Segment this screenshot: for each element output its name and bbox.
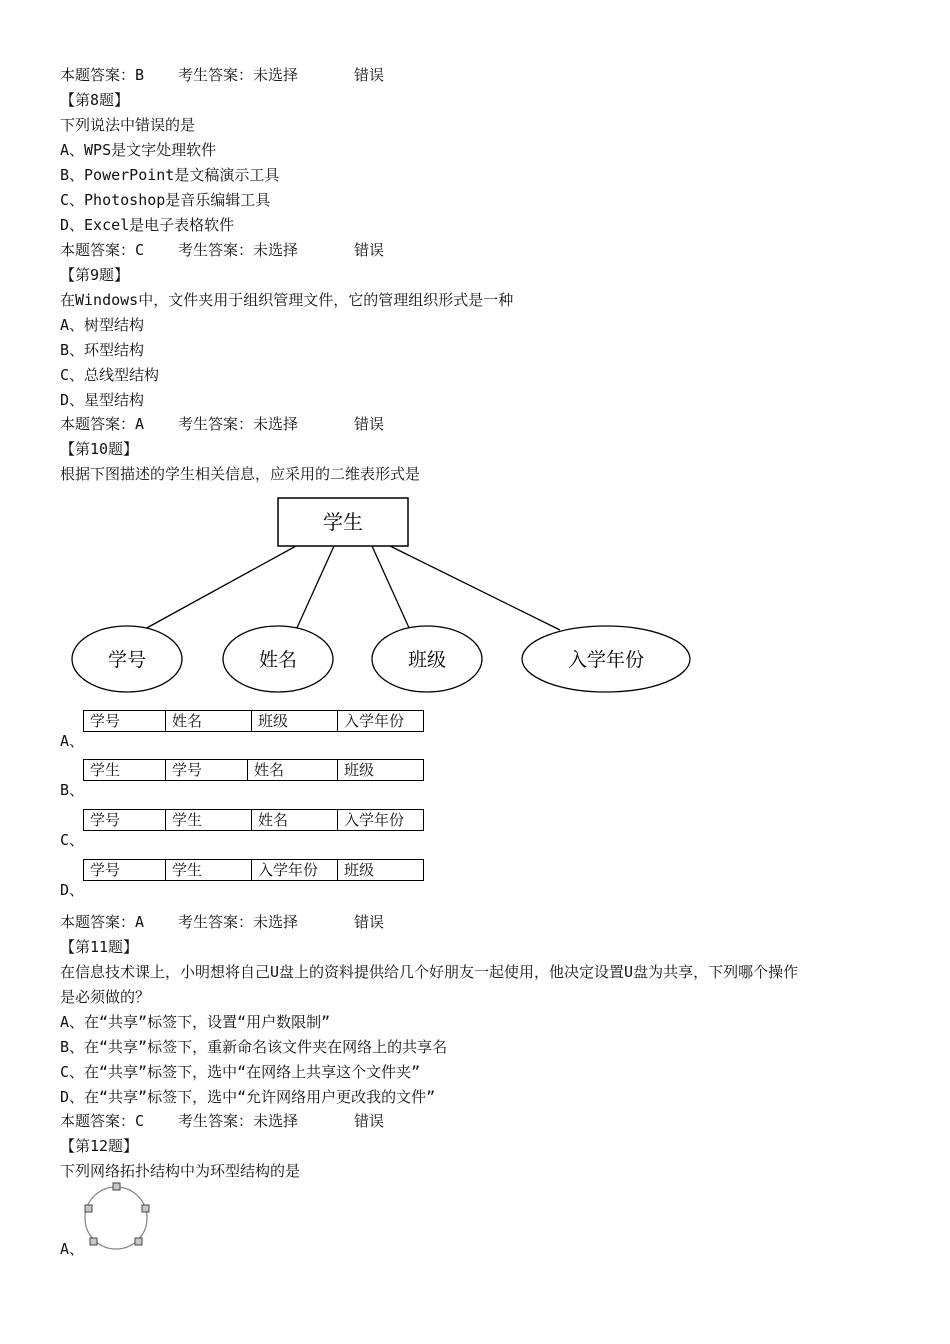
table-cell: 学号 bbox=[84, 711, 166, 732]
result: 错误 bbox=[354, 1112, 385, 1130]
q7-answer-line bbox=[60, 65, 384, 85]
child-node-label: 学号 bbox=[107, 649, 147, 671]
correct-answer: 本题答案：B bbox=[60, 66, 145, 84]
q9-option-d: D、星型结构 bbox=[60, 391, 145, 409]
result: 错误 bbox=[354, 913, 385, 931]
ring-node-icon bbox=[90, 1238, 97, 1245]
q12-header: 【第12题】 bbox=[60, 1137, 139, 1155]
q10-option-a-table bbox=[83, 710, 424, 732]
table-cell: 姓名 bbox=[252, 810, 338, 831]
root-node-label: 学生 bbox=[323, 510, 363, 534]
table-cell: 学号 bbox=[84, 810, 166, 831]
result: 错误 bbox=[354, 415, 385, 433]
table-cell: 班级 bbox=[252, 711, 338, 732]
ring-topology-icon bbox=[80, 1180, 160, 1258]
q8-stem: 下列说法中错误的是 bbox=[60, 116, 196, 134]
correct-answer: 本题答案：A bbox=[60, 913, 145, 931]
child-node-label: 班级 bbox=[407, 649, 447, 671]
child-node-label: 姓名 bbox=[258, 649, 298, 671]
table-cell: 入学年份 bbox=[252, 860, 338, 881]
table-cell: 学生 bbox=[166, 810, 252, 831]
result: 错误 bbox=[354, 66, 385, 84]
q12-option-a-label: A、 bbox=[60, 1240, 85, 1258]
table-cell: 入学年份 bbox=[338, 810, 424, 831]
q11-option-a: A、在“共享”标签下，设置“用户数限制” bbox=[60, 1013, 331, 1031]
table-cell: 学号 bbox=[166, 760, 248, 781]
table-cell: 学生 bbox=[84, 760, 166, 781]
q10-header: 【第10题】 bbox=[60, 440, 139, 458]
correct-answer: 本题答案：A bbox=[60, 415, 145, 433]
q9-stem: 在Windows中，文件夹用于组织管理文件，它的管理组织形式是一种 bbox=[60, 291, 514, 309]
table-cell: 姓名 bbox=[166, 711, 252, 732]
student-answer: 考生答案：未选择 bbox=[178, 241, 299, 259]
q10-option-d-label: D、 bbox=[60, 881, 85, 899]
table-cell: 班级 bbox=[338, 760, 424, 781]
correct-answer: 本题答案：C bbox=[60, 241, 145, 259]
table-cell: 班级 bbox=[338, 860, 424, 881]
result: 错误 bbox=[354, 241, 385, 259]
q9-option-c: C、总线型结构 bbox=[60, 366, 160, 384]
ring-node-icon bbox=[135, 1238, 142, 1245]
correct-answer: 本题答案：C bbox=[60, 1112, 145, 1130]
q10-option-c-table bbox=[83, 809, 424, 831]
ring-node-icon bbox=[142, 1205, 149, 1212]
q11-option-b: B、在“共享”标签下，重新命名该文件夹在网络上的共享名 bbox=[60, 1038, 448, 1056]
q8-answer-line bbox=[60, 240, 384, 260]
diagram-edge bbox=[143, 546, 296, 630]
q9-answer-line bbox=[60, 414, 384, 434]
q11-option-d: D、在“共享”标签下，选中“允许网络用户更改我的文件” bbox=[60, 1088, 436, 1106]
q12-stem: 下列网络拓扑结构中为环型结构的是 bbox=[60, 1162, 301, 1180]
student-answer: 考生答案：未选择 bbox=[178, 1112, 299, 1130]
student-entity-diagram bbox=[0, 490, 720, 705]
student-answer: 考生答案：未选择 bbox=[178, 913, 299, 931]
diagram-edge bbox=[296, 546, 334, 630]
child-node-label: 入学年份 bbox=[567, 649, 645, 671]
table-cell: 学号 bbox=[84, 860, 166, 881]
q10-option-a-label: A、 bbox=[60, 732, 85, 750]
q10-option-b-label: B、 bbox=[60, 781, 85, 799]
q9-header: 【第9题】 bbox=[60, 266, 130, 284]
q8-option-a: A、WPS是文字处理软件 bbox=[60, 141, 217, 159]
q8-option-d: D、Excel是电子表格软件 bbox=[60, 216, 235, 234]
diagram-edge bbox=[372, 546, 410, 630]
q11-answer-line bbox=[60, 1111, 384, 1131]
q11-option-c: C、在“共享”标签下，选中“在网络上共享这个文件夹” bbox=[60, 1063, 421, 1081]
q10-option-d-table bbox=[83, 859, 424, 881]
q10-answer-line bbox=[60, 912, 384, 932]
q10-stem: 根据下图描述的学生相关信息，应采用的二维表形式是 bbox=[60, 465, 421, 483]
q10-option-b-table bbox=[83, 759, 424, 781]
table-cell: 姓名 bbox=[248, 760, 338, 781]
q8-option-c: C、Photoshop是音乐编辑工具 bbox=[60, 191, 271, 209]
student-answer: 考生答案：未选择 bbox=[178, 66, 299, 84]
student-answer: 考生答案：未选择 bbox=[178, 415, 299, 433]
q9-option-b: B、环型结构 bbox=[60, 341, 145, 359]
q8-option-b: B、PowerPoint是文稿演示工具 bbox=[60, 166, 280, 184]
table-cell: 入学年份 bbox=[338, 711, 424, 732]
table-cell: 学生 bbox=[166, 860, 252, 881]
diagram-edge bbox=[390, 546, 560, 630]
ring-node-icon bbox=[113, 1183, 120, 1190]
q11-stem-line2: 是必须做的？ bbox=[60, 988, 151, 1006]
q11-stem-line1: 在信息技术课上，小明想将自己U盘上的资料提供给几个好朋友一起使用，他决定设置U盘为共享，下列哪个操作 bbox=[60, 963, 799, 981]
q9-option-a: A、树型结构 bbox=[60, 316, 145, 334]
q11-header: 【第11题】 bbox=[60, 938, 139, 956]
q10-option-c-label: C、 bbox=[60, 831, 85, 849]
q8-header: 【第8题】 bbox=[60, 91, 130, 109]
ring-node-icon bbox=[85, 1205, 92, 1212]
